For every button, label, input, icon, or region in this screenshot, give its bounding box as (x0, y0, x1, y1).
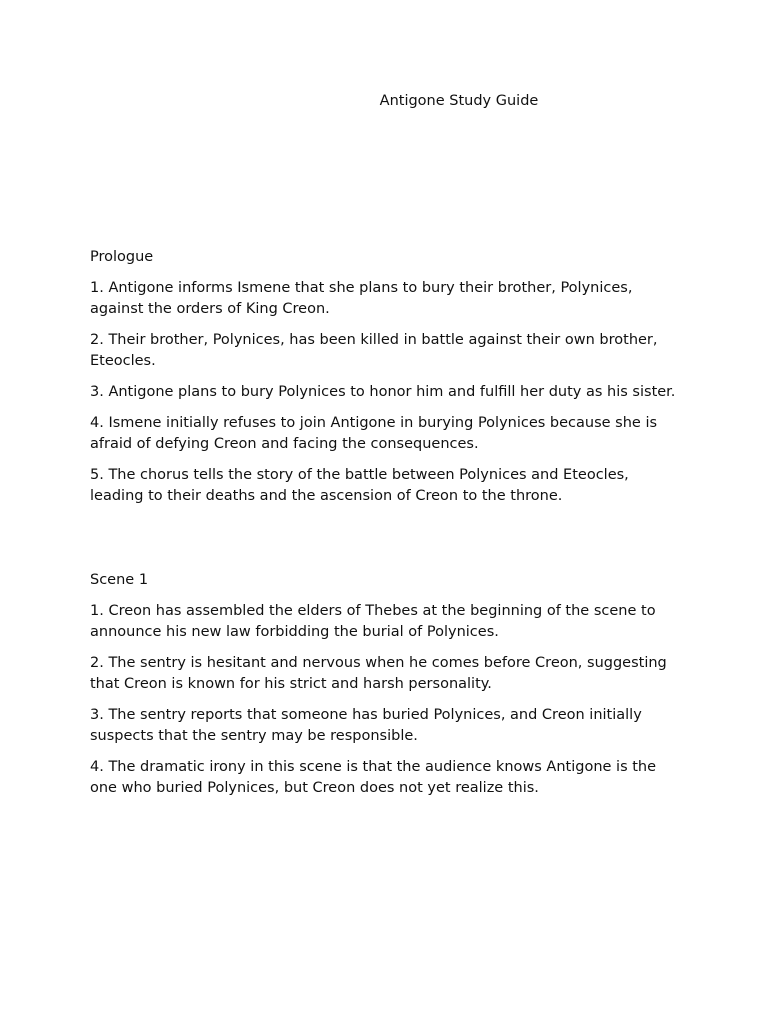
list-item: 1. Antigone informs Ismene that she plans to bury their brother, Polynices, against the orders of King Creon. (90, 280, 633, 317)
list-item: 5. The chorus tells the story of the battle between Polynices and Eteocles, leading to their deaths and the ascension of Creon to the throne. (90, 467, 629, 504)
list-item: 4. The dramatic irony in this scene is that the audience knows Antigone is the one who buried Polynices, but Creon does not yet realize this. (90, 759, 657, 796)
list-item: 3. The sentry reports that someone has buried Polynices, and Creon initially suspects that the sentry may be responsible. (90, 707, 642, 744)
section-scene-1 (90, 570, 680, 809)
section-heading: Prologue (90, 249, 154, 265)
list-item: 2. The sentry is hesitant and nervous when he comes before Creon, suggesting that Creon is known for his strict and harsh personality. (90, 655, 667, 692)
list-item: 3. Antigone plans to bury Polynices to honor him and fulfill her duty as his sister. (90, 384, 676, 400)
list-item: 1. Creon has assembled the elders of Thebes at the beginning of the scene to announce his new law forbidding the burial of Polynices. (90, 603, 656, 640)
section-prologue (90, 247, 680, 517)
section-heading: Scene 1 (90, 572, 149, 588)
document-title: Antigone Study Guide (379, 93, 539, 109)
list-item: 2. Their brother, Polynices, has been killed in battle against their own brother, Eteocles. (90, 332, 658, 369)
list-item: 4. Ismene initially refuses to join Antigone in burying Polynices because she is afraid of defying Creon and facing the consequences. (90, 415, 658, 452)
